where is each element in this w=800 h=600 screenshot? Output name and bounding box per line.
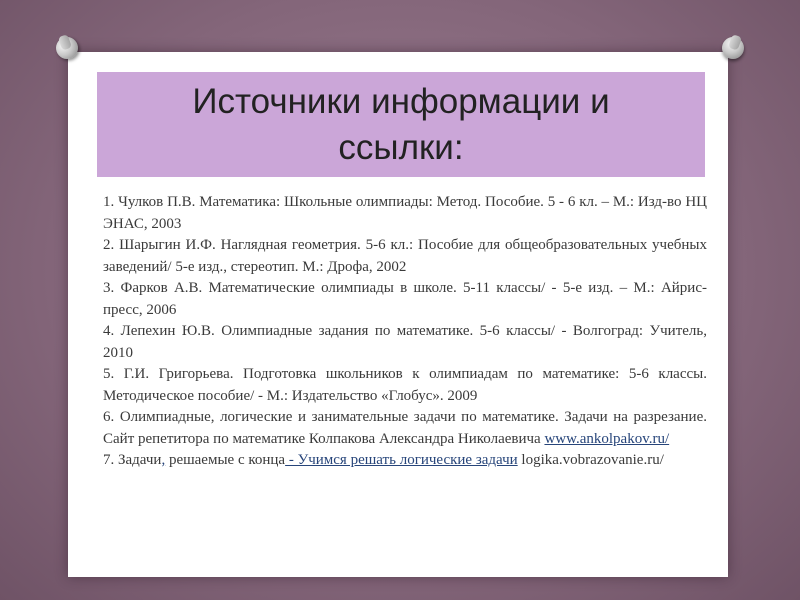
reference-text: logika.vobrazovanie.ru/	[517, 452, 664, 468]
reference-text: 7. Задачи	[103, 452, 162, 468]
reference-item	[103, 407, 707, 450]
reference-item: 3. Фарков А.В. Математические олимпиады в школе. 5-11 классы/ - 5-е изд. – М.: Айрис-пресс, 2006	[103, 280, 707, 318]
reference-link[interactable]: - Учимся решать логические задачи	[285, 452, 518, 468]
reference-item: 2. Шарыгин И.Ф. Наглядная геометрия. 5-6 кл.: Пособие для общеобразовательных учебных заведений/ 5-е изд., стереотип. М.: Дрофа, 2002	[103, 237, 707, 275]
reference-item: 5. Г.И. Григорьева. Подготовка школьников к олимпиадам по математике: 5-6 классы. Методическое пособие/ - М.: Издательство «Глобус». 2009	[103, 366, 707, 404]
references-list	[103, 192, 707, 472]
reference-item: 4. Лепехин Ю.В. Олимпиадные задания по математике. 5-6 классы/ - Волгоград: Учитель, 2010	[103, 323, 707, 361]
reference-link[interactable]: www.ankolpakov.ru/	[544, 430, 670, 447]
reference-item	[103, 450, 707, 472]
reference-link[interactable]: ,	[161, 452, 166, 468]
reference-item: 1. Чулков П.В. Математика: Школьные олимпиады: Метод. Пособие. 5 - 6 кл. – М.: Изд-во НЦ ЭНАС, 2003	[103, 194, 707, 232]
reference-text: 6. Олимпиадные, логические и занимательные задачи по математике. Задачи на разрезание. Сайт репетитора по математике Колпакова Александра Николаевича	[103, 409, 707, 447]
slide-title: Источники информации и ссылки:	[192, 81, 610, 167]
reference-text: решаемые с конца	[165, 452, 286, 468]
